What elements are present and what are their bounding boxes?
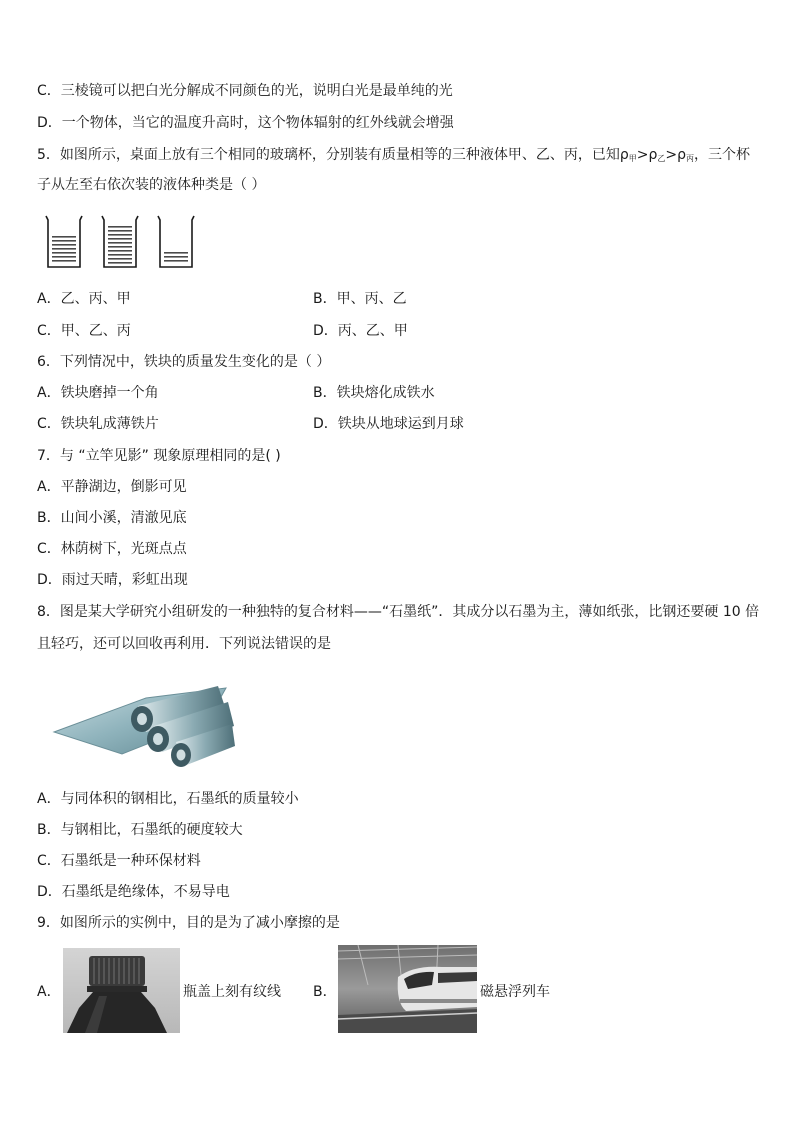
- q8-stem-line1: 8．图是某大学研究小组研发的一种独特的复合材料——“石墨纸”．其成分以石墨为主，薄如纸张，比钢还要硬 10 倍: [37, 604, 760, 620]
- subscript-jia: 甲: [628, 154, 637, 163]
- q5-stem-line2: 子从左至右依次装的液体种类是（ ）: [37, 177, 266, 193]
- q8-option-a: A．与同体积的钢相比，石墨纸的质量较小: [37, 791, 299, 807]
- q5-stem-part: 5．如图所示，桌面上放有三个相同的玻璃杯，分别装有质量相等的三种液体甲、乙、丙，已知ρ: [37, 147, 629, 163]
- glass-cup-3: [158, 216, 194, 267]
- q9-option-a-text: 瓶盖上刻有纹线: [183, 984, 281, 1000]
- q7-option-c: C．林荫树下，光斑点点: [37, 541, 187, 557]
- liquid-1: [52, 236, 76, 262]
- three-glass-cups-figure: [40, 212, 205, 272]
- q6-stem: 6．下列情况中，铁块的质量发生变化的是（ ）: [37, 354, 331, 370]
- q7-option-b: B．山间小溪，清澈见底: [37, 510, 187, 526]
- subscript-bing: 丙: [686, 154, 695, 163]
- q7-option-d: D．雨过天晴，彩虹出现: [37, 572, 188, 588]
- q9-stem: 9．如图所示的实例中，目的是为了减小摩擦的是: [37, 915, 340, 931]
- q6-option-b: B．铁块熔化成铁水: [313, 385, 435, 401]
- q8-option-b: B．与钢相比，石墨纸的硬度较大: [37, 822, 243, 838]
- q8-stem-line2: 且轻巧，还可以回收再利用．下列说法错误的是: [37, 636, 331, 652]
- q5-option-c: C．甲、乙、丙: [37, 323, 131, 339]
- q9-option-b-text: 磁悬浮列车: [480, 984, 550, 1000]
- q6-option-d: D．铁块从地球运到月球: [313, 416, 464, 432]
- subscript-yi: 乙: [657, 154, 666, 163]
- liquid-2: [108, 226, 132, 264]
- q5-stem-part: ，三个杯: [694, 147, 751, 163]
- q7-stem: 7．与 “立竿见影” 现象原理相同的是( ): [37, 448, 281, 464]
- q9-option-b-letter: B．: [313, 984, 337, 1000]
- q9-option-a-letter: A．: [37, 984, 61, 1000]
- graphite-paper-rolls-image: [50, 680, 235, 772]
- maglev-train-image: [338, 945, 477, 1033]
- q5-option-b: B．甲、丙、乙: [313, 291, 407, 307]
- q5-option-d: D．丙、乙、甲: [313, 323, 408, 339]
- liquid-3: [164, 252, 188, 262]
- q7-option-a: A．平静湖边，倒影可见: [37, 479, 187, 495]
- q8-option-d: D．石墨纸是绝缘体，不易导电: [37, 884, 230, 900]
- q5-option-a: A．乙、丙、甲: [37, 291, 131, 307]
- q6-option-c: C．铁块轧成薄铁片: [37, 416, 159, 432]
- q4-option-d: D．一个物体，当它的温度升高时，这个物体辐射的红外线就会增强: [37, 115, 454, 131]
- bottle-cap-image: [63, 948, 180, 1033]
- q4-option-c: C．三棱镜可以把白光分解成不同颜色的光，说明白光是最单纯的光: [37, 83, 453, 99]
- q5-stem-part: >ρ: [665, 147, 687, 163]
- q5-stem-line1: [37, 145, 750, 169]
- q5-stem-part: >ρ: [636, 147, 658, 163]
- q6-option-a: A．铁块磨掉一个角: [37, 385, 159, 401]
- q8-option-c: C．石墨纸是一种环保材料: [37, 853, 201, 869]
